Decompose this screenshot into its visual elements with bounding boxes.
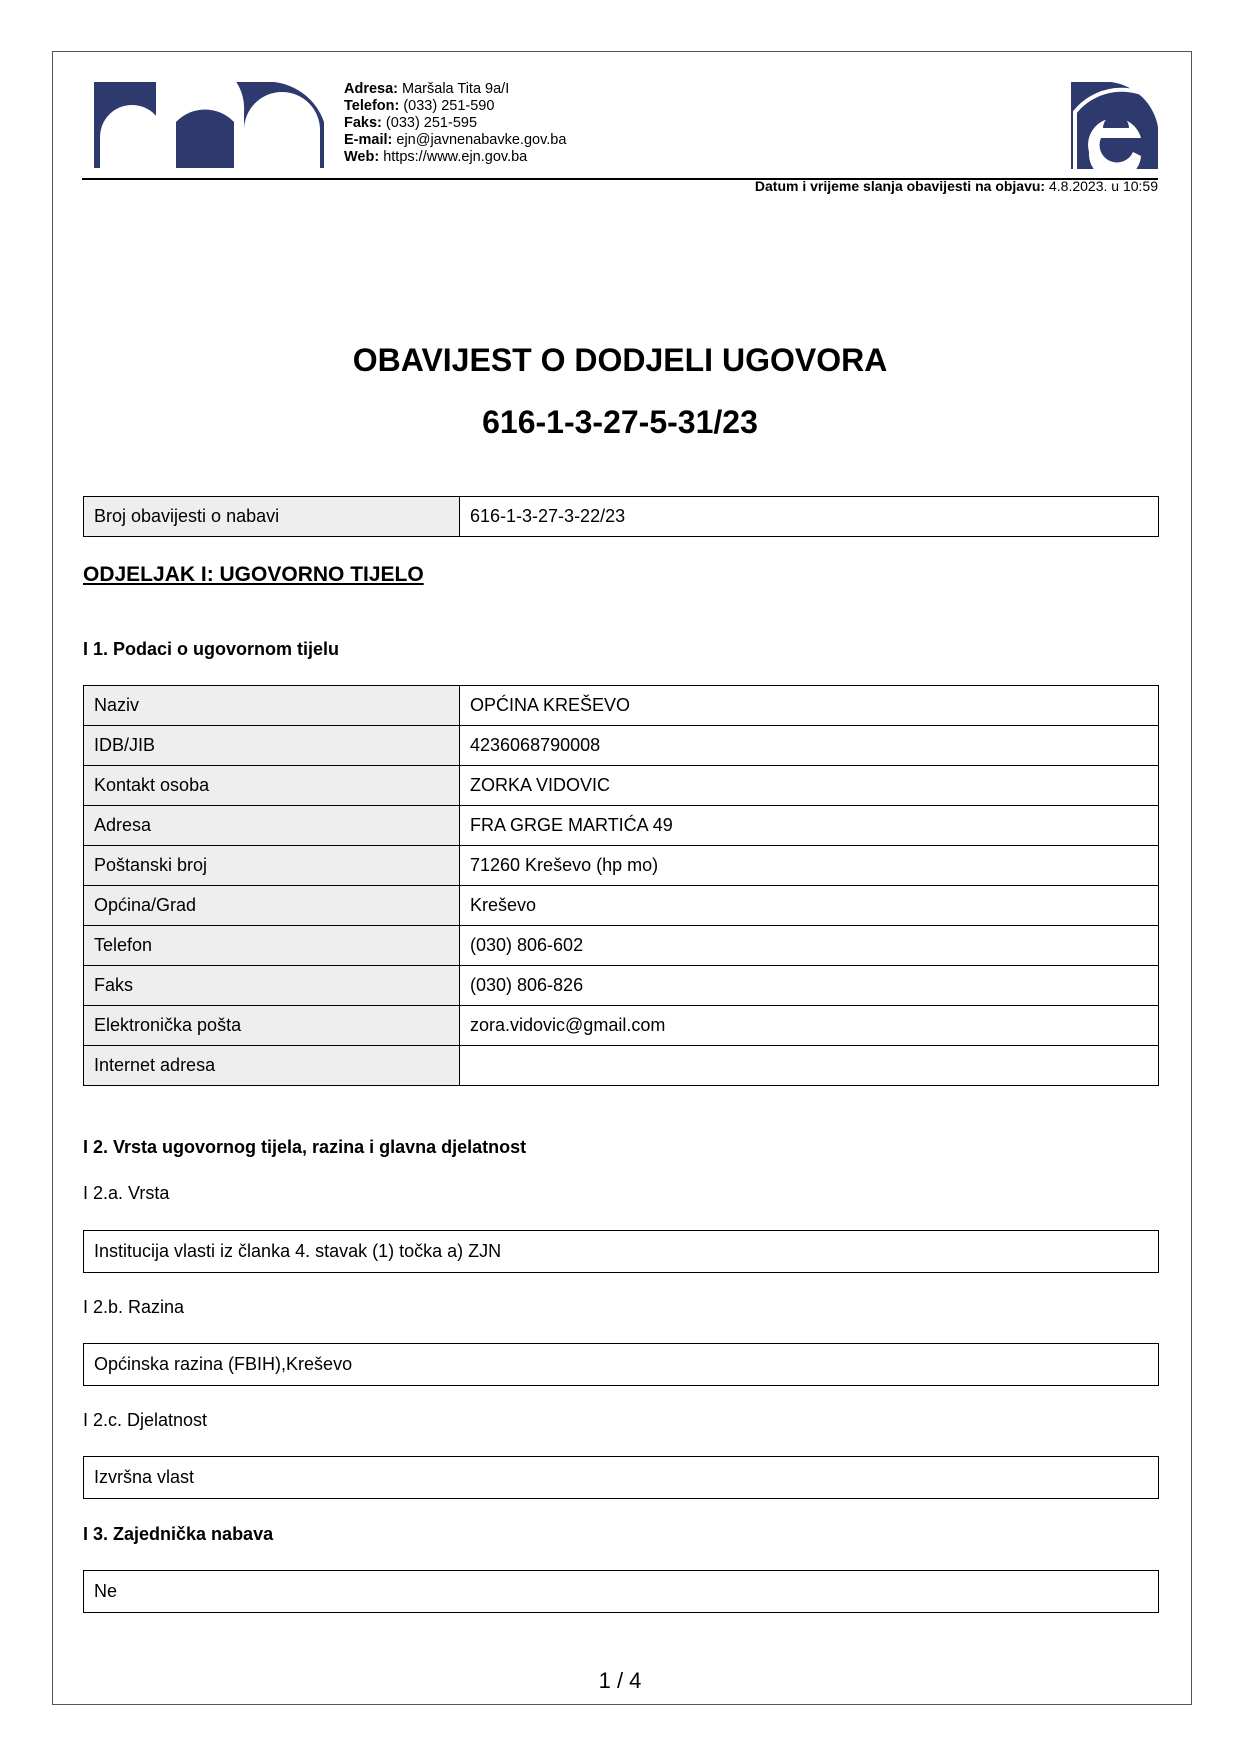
send-datetime: Datum i vrijeme slanja obavijesti na objavu: 4.8.2023. u 10:59 xyxy=(754,178,1158,194)
section-title: ODJELJAK I: UGOVORNO TIJELO xyxy=(83,563,424,586)
i2-heading: I 2. Vrsta ugovornog tijela, razina i glavna djelatnost xyxy=(83,1137,527,1157)
i2b-value: Općinska razina (FBIH),Kreševo xyxy=(94,1354,353,1374)
ejn-logo-icon xyxy=(94,82,324,168)
table-row xyxy=(84,966,1159,1006)
table-row xyxy=(84,766,1159,806)
ejn-e-logo-icon xyxy=(1071,82,1158,169)
row-label: Općina/Grad xyxy=(84,886,460,926)
table-row xyxy=(84,1006,1159,1046)
i2c-value: Izvršna vlast xyxy=(94,1467,195,1487)
row-value: zora.vidovic@gmail.com xyxy=(460,1006,1159,1046)
contact-phone: Telefon: (033) 251-590 xyxy=(344,98,495,114)
table-row xyxy=(84,1046,1159,1086)
i2a-label: I 2.a. Vrsta xyxy=(83,1183,170,1203)
row-label: Poštanski broj xyxy=(84,846,460,886)
table-row xyxy=(84,846,1159,886)
document-title: OBAVIJEST O DODJELI UGOVORA xyxy=(352,342,888,378)
i3-value-box xyxy=(83,1570,1159,1613)
i2b-value-box xyxy=(83,1343,1159,1386)
i2c-value-box xyxy=(83,1456,1159,1499)
contact-address: Adresa: Maršala Tita 9a/I xyxy=(344,81,510,97)
row-value: 616-1-3-27-3-22/23 xyxy=(460,497,1159,537)
i2a-value-box xyxy=(83,1230,1159,1273)
row-label: Broj obavijesti o nabavi xyxy=(84,497,460,537)
i2b-label: I 2.b. Razina xyxy=(83,1297,185,1317)
table-row xyxy=(84,886,1159,926)
contact-email: E-mail: ejn@javnenabavke.gov.ba xyxy=(344,132,567,148)
row-value: ZORKA VIDOVIC xyxy=(460,766,1159,806)
row-label: Naziv xyxy=(84,686,460,726)
i2c-label: I 2.c. Djelatnost xyxy=(83,1410,208,1430)
row-value: OPĆINA KREŠEVO xyxy=(460,686,1159,726)
notice-number-table xyxy=(83,496,1159,537)
contact-fax: Faks: (033) 251-595 xyxy=(344,115,478,131)
contact-web: Web: https://www.ejn.gov.ba xyxy=(344,149,528,165)
table-row xyxy=(84,497,1159,537)
row-label: Elektronička pošta xyxy=(84,1006,460,1046)
page-number: 1 / 4 xyxy=(598,1668,642,1693)
contact-block xyxy=(344,81,566,166)
table-row xyxy=(84,686,1159,726)
i2a-value: Institucija vlasti iz članka 4. stavak (1) točka a) ZJN xyxy=(94,1241,502,1261)
row-value: Kreševo xyxy=(460,886,1159,926)
i3-heading: I 3. Zajednička nabava xyxy=(83,1524,274,1544)
row-value: FRA GRGE MARTIĆA 49 xyxy=(460,806,1159,846)
row-label: Faks xyxy=(84,966,460,1006)
row-value: 4236068790008 xyxy=(460,726,1159,766)
row-value xyxy=(460,1046,1159,1086)
table-row xyxy=(84,726,1159,766)
row-label: Kontakt osoba xyxy=(84,766,460,806)
row-label: Telefon xyxy=(84,926,460,966)
contracting-authority-table xyxy=(83,685,1159,1086)
row-value: 71260 Kreševo (hp mo) xyxy=(460,846,1159,886)
i3-value: Ne xyxy=(94,1581,118,1601)
table-row xyxy=(84,806,1159,846)
row-value: (030) 806-826 xyxy=(460,966,1159,1006)
i1-heading: I 1. Podaci o ugovornom tijelu xyxy=(83,639,340,659)
row-label: IDB/JIB xyxy=(84,726,460,766)
row-value: (030) 806-602 xyxy=(460,926,1159,966)
row-label: Adresa xyxy=(84,806,460,846)
table-row xyxy=(84,926,1159,966)
document-number: 616-1-3-27-5-31/23 xyxy=(482,404,758,440)
row-label: Internet adresa xyxy=(84,1046,460,1086)
